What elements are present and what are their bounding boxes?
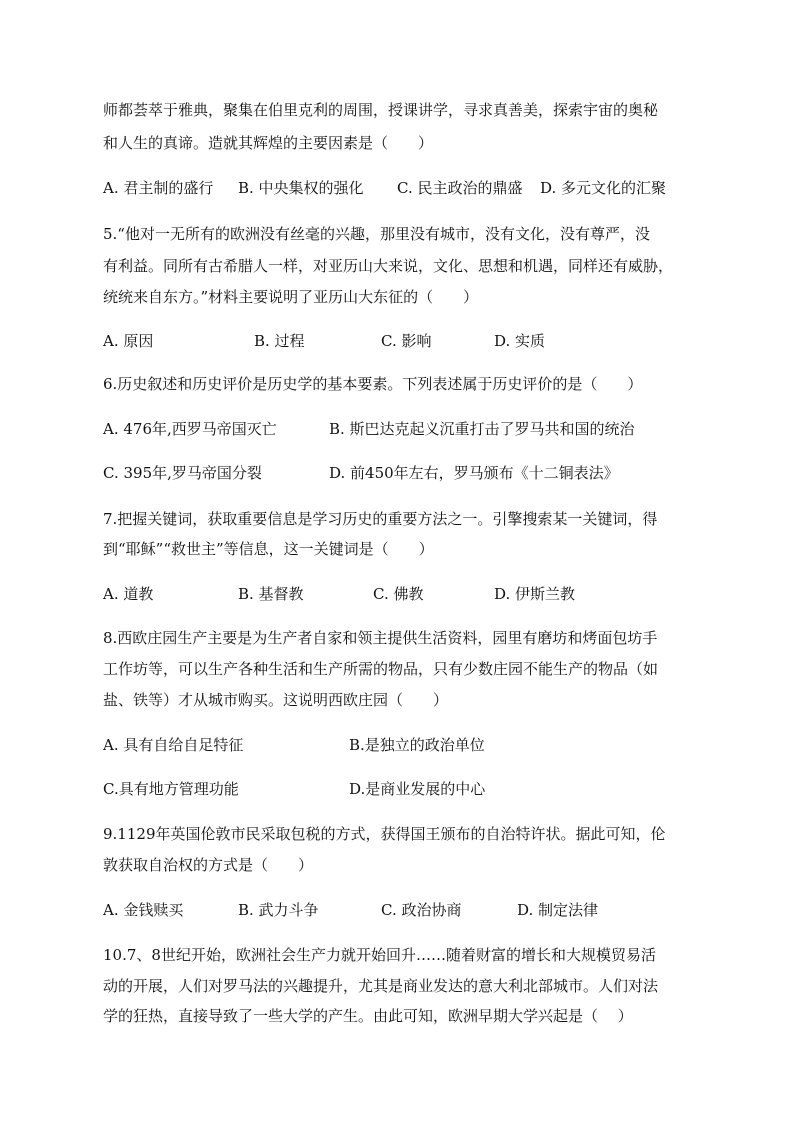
q9-option-c: C. 政治协商: [381, 901, 462, 919]
q10-text-line-2: 动的开展，人们对罗马法的兴趣提升，尤其是商业发达的意大利北部城市。人们对法: [103, 977, 659, 995]
q5-text-line-3: 统统来自东方。”材料主要说明了亚历山大东征的（ ）: [103, 288, 479, 306]
q5-option-c: C. 影响: [381, 332, 432, 350]
q9-option-a: A. 金钱赎买: [103, 901, 184, 919]
q7-option-c: C. 佛教: [373, 585, 424, 603]
q6-option-d: D. 前450年左右，罗马颁布《十二铜表法》: [329, 464, 619, 482]
q6-option-a: A. 476年,西罗马帝国灭亡: [103, 420, 277, 438]
q10-text-line-3: 学的狂热，直接导致了一些大学的产生。由此可知，欧洲早期大学兴起是（ ）: [103, 1007, 633, 1025]
q5-text-line-2: 有利益。同所有古希腊人一样，对亚历山大来说，文化、思想和机遇，同样还有威胁，: [103, 257, 674, 275]
q9-text-line-1: 9.1129年英国伦敦市民采取包税的方式，获得国王颁布的自治特许状。据此可知，伦: [103, 825, 666, 843]
q7-text-line-1: 7.把握关键词，获取重要信息是学习历史的重要方法之一。引擎搜索某一关键词，得: [103, 510, 658, 528]
q8-text-line-2: 工作坊等，可以生产各种生活和生产所需的物品，只有少数庄园不能生产的物品（如: [103, 660, 659, 678]
q10-text-line-1: 10.7、8世纪开始，欧洲社会生产力就开始回升……随着财富的增长和大规模贸易活: [103, 946, 656, 964]
q9-option-d: D. 制定法律: [517, 901, 599, 919]
q7-option-b: B. 基督教: [238, 585, 304, 603]
q8-option-d: D.是商业发展的中心: [349, 780, 486, 798]
q6-option-b: B. 斯巴达克起义沉重打击了罗马共和国的统治: [329, 420, 635, 438]
q4-option-d: D. 多元文化的汇聚: [540, 179, 667, 197]
q9-option-b: B. 武力斗争: [238, 901, 319, 919]
q4-text-line-2: 和人生的真谛。造就其辉煌的主要因素是（ ）: [103, 134, 434, 152]
q5-option-b: B. 过程: [254, 332, 305, 350]
q8-text-line-3: 盐、铁等）才从城市购买。这说明西欧庄园（ ）: [103, 691, 449, 709]
q8-option-a: A. 具有自给自足特征: [103, 736, 244, 754]
q5-text-line-1: 5.“他对一无所有的欧洲没有丝毫的兴趣，那里没有城市，没有文化，没有尊严，没: [103, 225, 650, 243]
q7-option-a: A. 道教: [103, 585, 154, 603]
q6-option-c: C. 395年,罗马帝国分裂: [103, 464, 262, 482]
q4-option-c: C. 民主政治的鼎盛: [397, 179, 523, 197]
q9-text-line-2: 敦获取自治权的方式是（ ）: [103, 856, 314, 874]
q5-option-d: D. 实质: [494, 332, 546, 350]
q8-text-line-1: 8.西欧庄园生产主要是为生产者自家和领主提供生活资料，园里有磨坊和烤面包坊手: [103, 629, 658, 647]
q6-text-line-1: 6.历史叙述和历史评价是历史学的基本要素。下列表述属于历史评价的是（ ）: [103, 375, 643, 393]
q4-option-a: A. 君主制的盛行: [103, 179, 214, 197]
q4-option-b: B. 中央集权的强化: [238, 179, 364, 197]
q7-text-line-2: 到“耶稣”“救世主”等信息，这一关键词是（ ）: [103, 540, 434, 558]
q7-option-d: D. 伊斯兰教: [494, 585, 576, 603]
q5-option-a: A. 原因: [103, 332, 154, 350]
q8-option-c: C.具有地方管理功能: [103, 780, 239, 798]
q4-text-line-1: 师都荟萃于雅典，聚集在伯里克利的周围，授课讲学，寻求真善美，探索宇宙的奥秘: [103, 101, 659, 119]
q8-option-b: B.是独立的政治单位: [349, 736, 485, 754]
